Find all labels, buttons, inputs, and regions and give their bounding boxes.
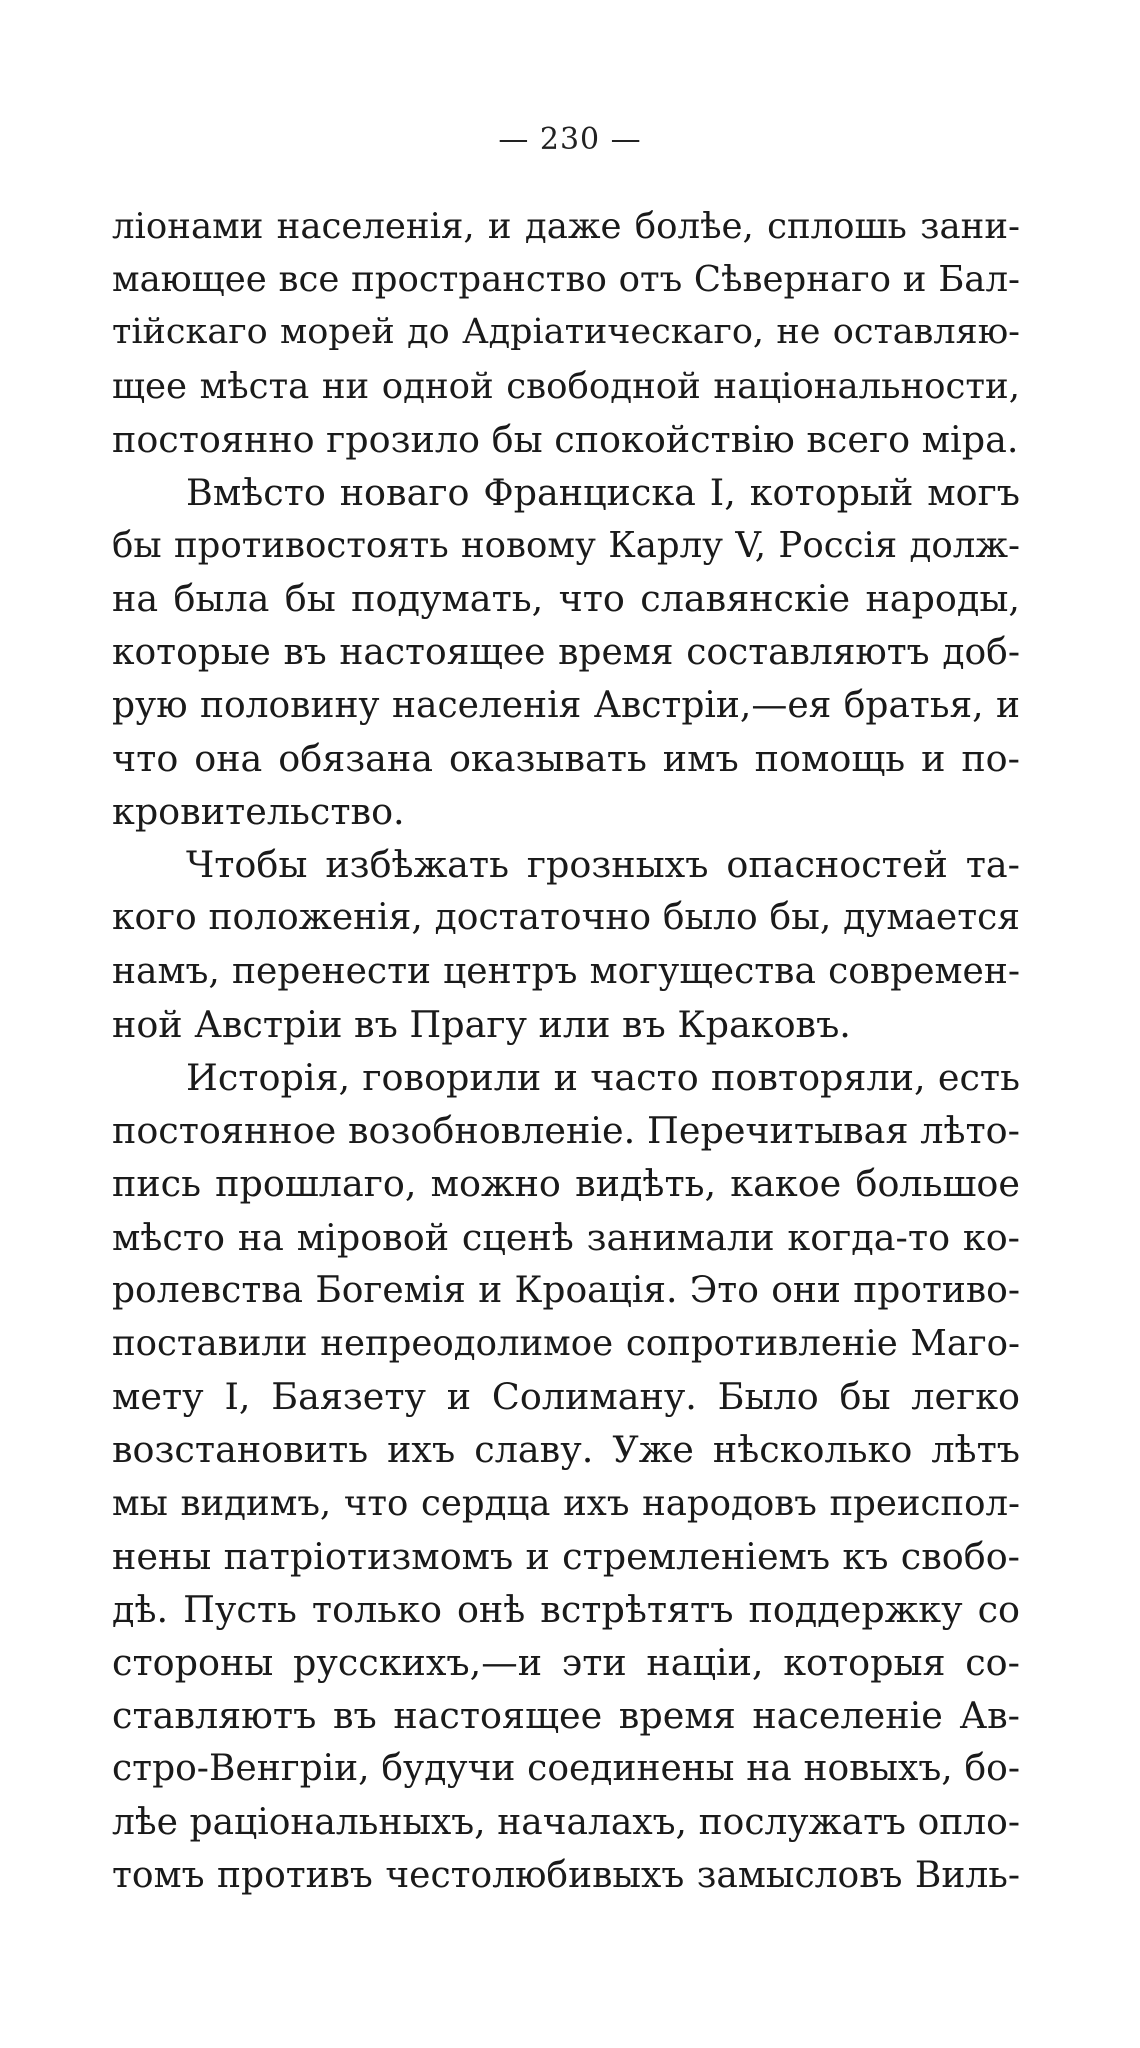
text-line: мѣсто на міровой сценѣ занимали когда-то ко- bbox=[112, 1215, 1020, 1259]
text-line: Чтобы избѣжать грозныхъ опасностей та- bbox=[186, 843, 1020, 887]
text-line: лѣе раціональныхъ, началахъ, послужатъ оплo- bbox=[112, 1801, 1020, 1843]
text-line: тійскаго морей до Адріатическаго, не оставляю- bbox=[112, 312, 1020, 353]
text-line: стро-Венгріи, будучи соединены на новыхъ, бо- bbox=[112, 1748, 1020, 1790]
text-line: нены патріотизмомъ и стремленіемъ къ свобо- bbox=[112, 1534, 1020, 1578]
text-line: ставляютъ въ настоящее время населеніе Ав- bbox=[112, 1694, 1020, 1738]
text-line: Вмѣсто новаго Франциска I, который могъ bbox=[186, 470, 1020, 514]
text-line: бы противостоять новому Карлу V, Россія долж- bbox=[112, 525, 1020, 567]
text-line: дѣ. Пусть только онѣ встрѣтятъ поддержку со bbox=[112, 1587, 1020, 1631]
text-line: ролевства Богемія и Кроація. Это они противо- bbox=[112, 1269, 1020, 1311]
text-line: что она обязана оказывать имъ помощь и по- bbox=[112, 736, 1020, 780]
page-number: — 230 — bbox=[498, 122, 642, 157]
text-line: на была бы подумать, что славянскіе народы, bbox=[112, 577, 1020, 621]
text-line: поставили непреодолимое сопротивленіе Маго- bbox=[112, 1322, 1020, 1364]
text-line: возстановить ихъ славу. Уже нѣсколько лѣтъ bbox=[112, 1428, 1020, 1472]
text-line: стороны русскихъ,—и эти націи, которыя со- bbox=[112, 1641, 1020, 1685]
text-line: рую половину населенія Австріи,—ея братья, и bbox=[112, 684, 1020, 726]
text-line: намъ, перенести центръ могущества современ- bbox=[112, 950, 1020, 992]
text-line: кого положенія, достаточно было бы, думается bbox=[112, 897, 1020, 939]
text-line: Исторія, говорили и часто повторяли, есть bbox=[186, 1056, 1020, 1099]
text-line: мету I, Баязету и Солиману. Было бы легко bbox=[112, 1375, 1020, 1419]
text-line: постоянно грозило бы спокойствію всего міра. bbox=[112, 417, 1019, 461]
text-line: ліонами населенія, и даже болѣе, сплошь зани- bbox=[112, 206, 1020, 247]
text-line: мы видимъ, что сердца ихъ народовъ преиспол- bbox=[112, 1482, 1020, 1524]
text-line: щее мѣста ни одной свободной національности, bbox=[112, 365, 1020, 407]
text-line: кровительство. bbox=[112, 790, 405, 834]
text-line: которые въ настоящее время составляютъ доб- bbox=[112, 631, 1020, 673]
body-text bbox=[112, 200, 1020, 1902]
text-line: ной Австріи въ Прагу или въ Краковъ. bbox=[112, 1002, 851, 1046]
text-line: постоянное возобновленіе. Перечитывая лѣто- bbox=[112, 1109, 1020, 1153]
text-line: пись прошлаго, можно видѣть, какое большое bbox=[112, 1162, 1020, 1206]
text-line: томъ противъ честолюбивыхъ замысловъ Виль- bbox=[112, 1854, 1020, 1896]
text-line: мающее все пространство отъ Сѣвернаго и Бал- bbox=[112, 259, 1020, 301]
